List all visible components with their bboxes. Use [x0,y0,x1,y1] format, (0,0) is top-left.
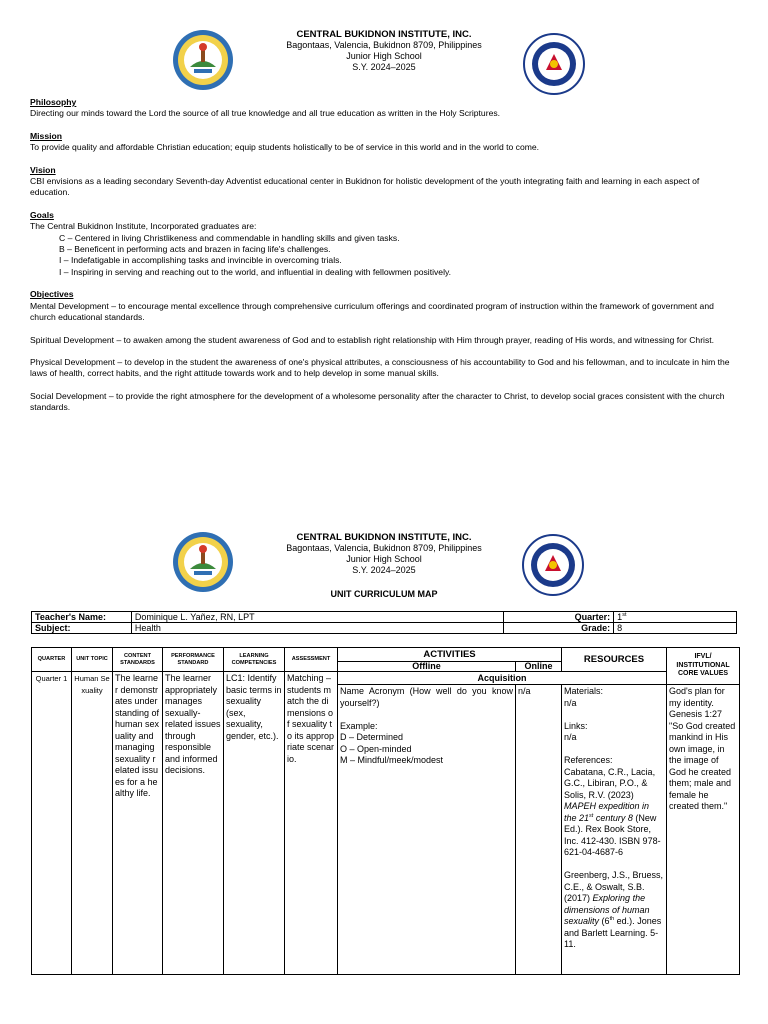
school-address: Bagontaas, Valencia, Bukidnon 8709, Philippines [286,543,482,553]
header-resources: RESOURCES [562,648,667,672]
offline-example-item: D – Determined [340,732,404,742]
offline-activity-text: Name Acronym (How well do you know yourself?) [340,686,513,708]
header-activities: ACTIVITIES [338,648,562,662]
offline-example-label: Example: [340,720,378,731]
cell-content-standards: The learner demonstrates understanding of human sexuality and managing sexuality related issues for a healthy life. [113,672,163,975]
header-acquisition: Acquisition [338,672,667,685]
page-2-header [0,532,768,576]
curriculum-map-table [31,647,740,975]
map-title: UNIT CURRICULUM MAP [330,589,438,599]
teacher-name: Dominique L. Yañez, RN, LPT [131,612,503,623]
school-name: CENTRAL BUKIDNON INSTITUTE, INC. [296,29,472,40]
school-year: S.Y. 2024–2025 [352,565,416,575]
header-performance-standard: PERFORMANCE STANDARD [163,648,224,672]
cell-resources [562,685,667,975]
cell-assessment: Matching – students match the dimensions of sexuality to its appropriate scenario. [285,672,338,975]
objective-item: Physical Development – to develop in the student the awareness of one's physical attributes, a consciousness of his accountability to God and his fellowman, and to inculcate in him the laws of health, correct habits, and the right attitude towards work and to help develop in some manual skills. [30,356,730,379]
cell-offline-activity [338,685,516,975]
header-content-standards: CONTENT STANDARDS [113,648,163,672]
grade-value: 8 [614,623,737,634]
materials-label: Materials: [564,686,604,696]
header-unit-topic: UNIT TOPIC [72,648,113,672]
offline-example-item: O – Open-minded [340,743,412,754]
header-online: Online [516,662,562,672]
objective-item: Mental Development – to encourage mental excellence through comprehensive curriculum offerings and coordinated program of instruction within the framework of government and church educational standards. [30,300,714,323]
school-level: Junior High School [346,51,422,61]
header-offline: Offline [338,662,516,672]
cell-performance-standard: The learner appropriately manages sexually-related issues through responsible and informed decisions. [163,672,224,975]
objective-item: Social Development – to provide the right atmosphere for the development of a wholesome personality after the character to Christ, to develop social graces consistent with the church standards. [30,390,725,413]
page-1-header [0,29,768,73]
references-label: References: [564,755,613,765]
cell-quarter: Quarter 1 [32,672,72,975]
links-label: Links: [564,720,588,731]
philosophy-title: Philosophy [30,97,77,107]
quarter-label: Quarter: [504,612,614,623]
goal-item: I – Inspiring in serving and reaching out to the world, and influential in dealing with fellowmen positively. [59,266,452,277]
mission-text: To provide quality and affordable Christian education; equip students holistically to be of service in this world and in the world to come. [30,142,540,153]
page-2 [0,500,768,1024]
cell-ifvl: God's plan for my identity. Genesis 1:27 "So God created mankind in His own image, in the image of God he created them; male and female he created them." [667,685,740,975]
teacher-info-table [31,611,737,634]
materials-value: n/a [564,697,577,708]
goals-title: Goals [30,209,54,220]
links-value: n/a [564,732,577,742]
header-learning-competencies: LEARNING COMPETENCIES [224,648,285,672]
reference-1: Cabatana, C.R., Lacia, G.C., Libiran, P.O., & Solis, R.V. (2023) MAPEH expedition in the 21st century 8 (New Ed.). Rex Book Store, Inc. 412-430. ISBN 978-621-04-4687-6 [564,766,661,857]
page-1 [0,0,768,500]
subject-label: Subject: [32,623,132,634]
school-level: Junior High School [346,554,422,564]
grade-label: Grade: [504,623,614,634]
goals-intro: The Central Bukidnon Institute, Incorporated graduates are: [30,221,257,232]
school-profile [30,97,740,425]
objective-item: Spiritual Development – to awaken among the student awareness of God and to establish right relationship with Him through prayer, reading of His words, and witnessing for Christ. [30,334,715,345]
header-assessment: ASSESSMENT [285,648,338,672]
goal-item: C – Centered in living Christlikeness and commendable in handling skills and given tasks. [59,232,400,243]
vision-title: Vision [30,164,56,175]
reference-2: Greenberg, J.S., Bruess, C.E., & Oswalt, S.B. (2017) Exploring the dimensions of human sexuality (6th ed.). Jones and Barlett Learning. 5-11. [564,870,664,949]
cell-unit-topic: Human Sexuality [72,672,113,975]
school-year: S.Y. 2024–2025 [352,62,416,72]
header-ifvl: IFVL/ INSTITUTIONAL CORE VALUES [667,648,740,685]
teacher-label: Teacher's Name: [32,612,132,623]
objectives-title: Objectives [30,289,74,300]
subject-value: Health [131,623,503,634]
quarter-value: 1st [614,612,737,623]
header-quarter: QUARTER [32,648,72,672]
vision-text: CBI envisions as a leading secondary Seventh-day Adventist educational center in Bukidnon for holistic development of the youth integrating faith and learning in each aspect of education. [30,176,700,198]
mission-title: Mission [30,130,62,141]
offline-example-item: M – Mindful/meek/modest [340,755,444,765]
goal-item: B – Beneficent in performing acts and brazen in facing life's challenges. [59,244,331,255]
school-address: Bagontaas, Valencia, Bukidnon 8709, Philippines [286,40,482,50]
philosophy-text: Directing our minds toward the Lord the source of all true knowledge and all true education as written in the Holy Scriptures. [30,108,501,119]
cell-learning-competencies: LC1: Identify basic terms in sexuality (sex, sexuality, gender, etc.). [224,672,285,975]
cell-online: n/a [516,685,562,975]
goal-item: I – Indefatigable in accomplishing tasks and invincible in overcoming trials. [59,255,342,266]
school-name: CENTRAL BUKIDNON INSTITUTE, INC. [296,532,472,543]
